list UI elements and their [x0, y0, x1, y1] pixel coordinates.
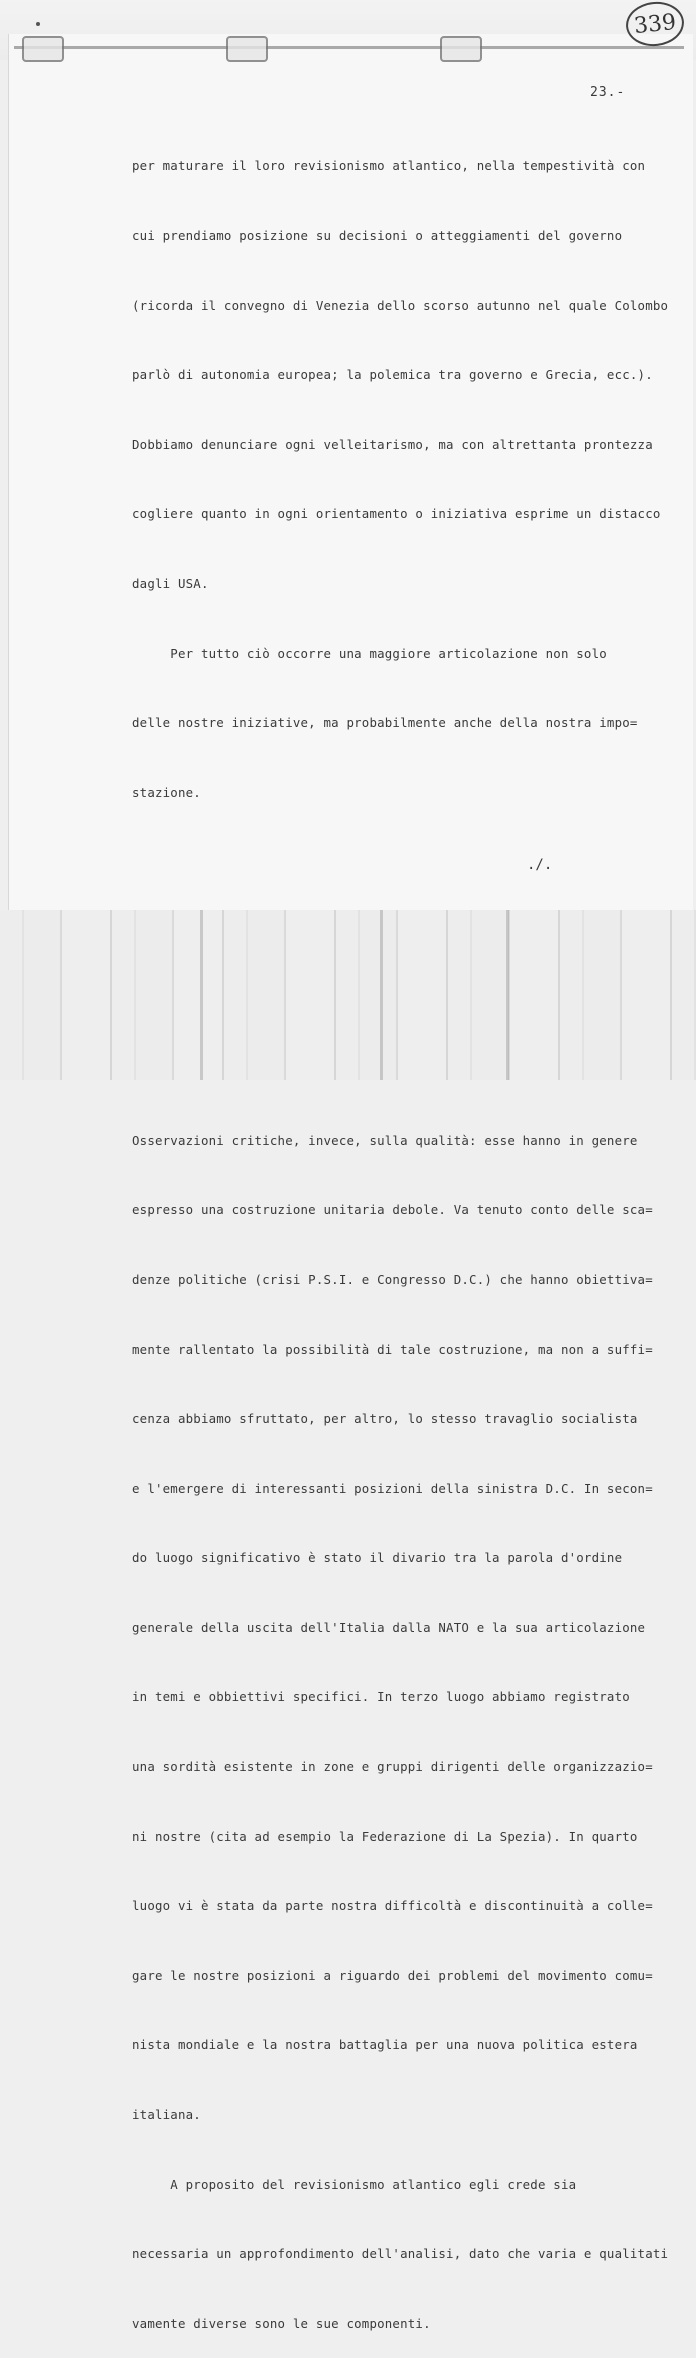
- text-line: Osservazioni critiche, invece, sulla qualità: esse hanno in genere: [132, 1132, 638, 1148]
- text-line: denze politiche (crisi P.S.I. e Congresso D.C.) che hanno obiettiva=: [132, 1271, 653, 1287]
- text-line: cenza abbiamo sfruttato, per altro, lo stesso travaglio socialista: [132, 1411, 638, 1427]
- text-line: parlò di autonomia europea; la polemica tra governo e Grecia, ecc.).: [132, 367, 653, 383]
- text-line: espresso una costruzione unitaria debole. Va tenuto conto delle sca=: [132, 1202, 653, 1218]
- text-line: dagli USA.: [132, 575, 209, 591]
- text-line: (ricorda il convegno di Venezia dello scorso autunno nel quale Colombo: [132, 297, 669, 313]
- text-line: cogliere quanto in ogni orientamento o iniziativa esprime un distacco: [132, 506, 661, 522]
- text-line: Per tutto ciò occorre una maggiore articolazione non solo: [132, 645, 607, 661]
- text-line: cui prendiamo posizione su decisioni o atteggiamenti del governo: [132, 228, 623, 243]
- text-line: gare le nostre posizioni a riguardo dei problemi del movimento comu=: [132, 1967, 653, 1983]
- handwritten-archive-number: 339: [624, 0, 686, 49]
- text-line: Dobbiamo denunciare ogni velleitarismo, ma con altrettanta prontezza: [132, 436, 653, 452]
- text-line: do luogo significativo è stato il divario tra la parola d'ordine: [132, 1550, 623, 1566]
- text-line: mente rallentato la possibilità di tale costruzione, ma non a suffi=: [132, 1341, 653, 1357]
- scanner-background: [0, 910, 696, 1080]
- text-line: e l'emergere di interessanti posizioni della sinistra D.C. In secon=: [132, 1480, 653, 1496]
- page-number: 23.-: [590, 85, 626, 100]
- continuation-mark: ./.: [527, 857, 553, 873]
- text-line: necessaria un approfondimento dell'analisi, dato che varia e qualitati: [132, 2246, 669, 2262]
- hole-punch-mark: [36, 22, 40, 26]
- text-line: A proposito del revisionismo atlantico egli crede sia: [132, 2176, 577, 2192]
- text-line: vamente diverse sono le sue componenti.: [132, 2315, 431, 2331]
- binder-clip-right: [440, 36, 482, 62]
- text-line: delle nostre iniziative, ma probabilmente anche della nostra impo=: [132, 715, 638, 731]
- binder-clip-left: [22, 36, 64, 62]
- text-line: nista mondiale e la nostra battaglia per una nuova politica estera: [132, 2037, 638, 2053]
- binder-line: [14, 46, 684, 49]
- blank-line: [132, 850, 677, 873]
- typed-text-body: [132, 108, 677, 2358]
- text-line: stazione.: [132, 784, 201, 800]
- text-line: una sordità esistente in zone e gruppi dirigenti delle organizzazio=: [132, 1759, 653, 1775]
- text-line: generale della uscita dell'Italia dalla NATO e la sua articolazione: [132, 1619, 646, 1635]
- text-line: per maturare il loro revisionismo atlantico, nella tempestività con: [132, 158, 646, 174]
- text-line: in temi e obbiettivi specifici. In terzo luogo abbiamo registrato: [132, 1689, 630, 1705]
- binder-clip-middle: [226, 36, 268, 62]
- text-line: italiana.: [132, 2107, 201, 2123]
- text-line: ni nostre (cita ad esempio la Federazione di La Spezia). In quarto: [132, 1828, 638, 1844]
- text-line: luogo vi è stata da parte nostra difficoltà e discontinuità a colle=: [132, 1898, 653, 1914]
